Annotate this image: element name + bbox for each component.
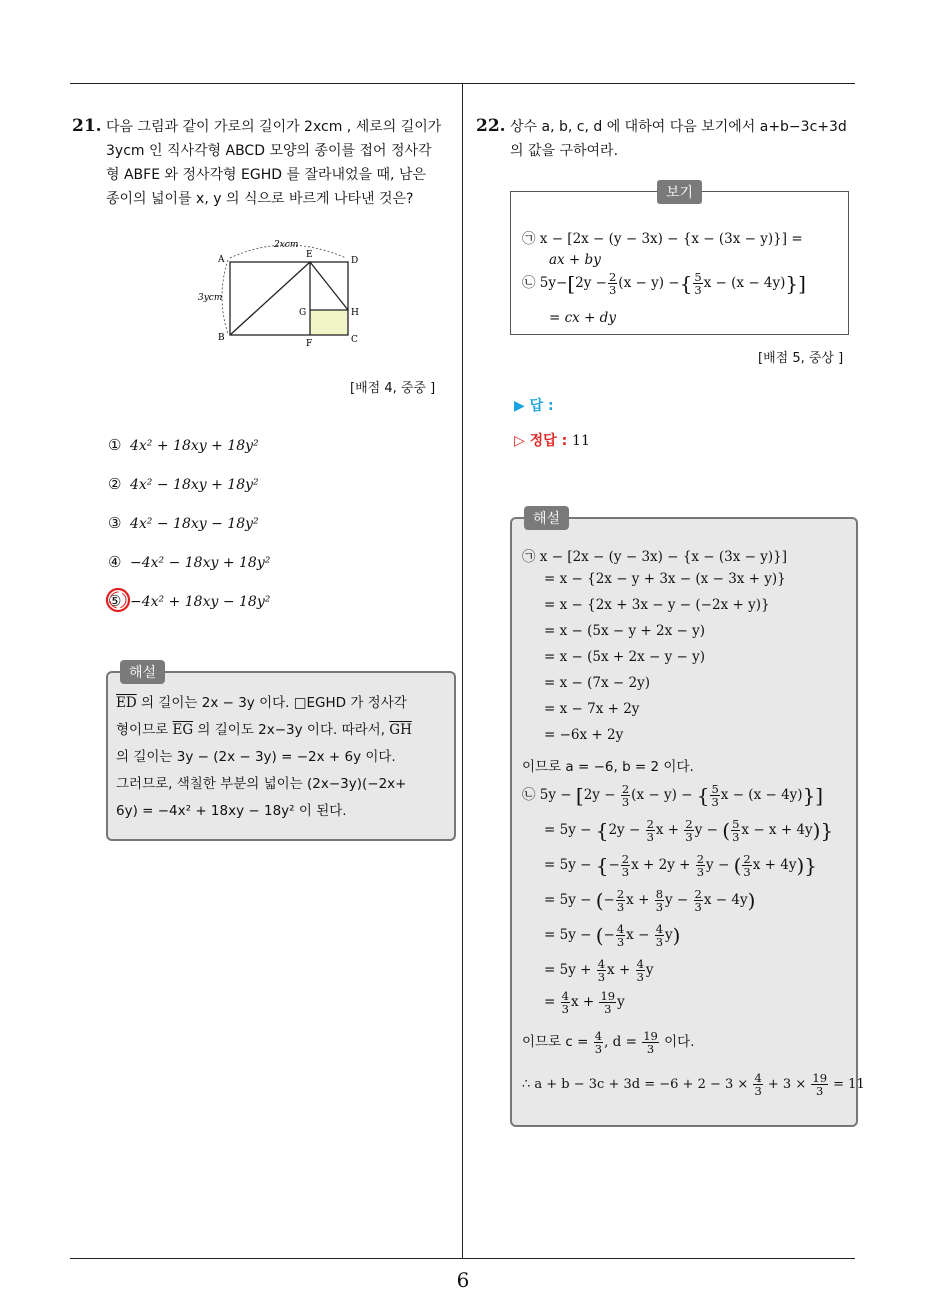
choice-1[interactable]: ① 4x² + 18xy + 18y² — [108, 436, 259, 454]
step2-2: = 5y − {− $\frac{2}{3}$ x + 2y + $\frac{2}{3}$ y − ( $\frac{2}{3}$ x + 4y)} — [544, 852, 817, 879]
bottom-rule — [70, 1258, 855, 1259]
step2-3: = 5y − (− $\frac{2}{3}$ x + $\frac{8}{3}$ y − $\frac{2}{3}$ x − 4y) — [544, 887, 756, 914]
bogi-line-1: ㉠ x − [2x − (y − 3x) − {x − (3x − y)}] = — [522, 231, 803, 247]
bogi-line-2: ax + by — [549, 252, 601, 268]
answer-circle-icon — [104, 586, 132, 614]
q22-number: 22. — [476, 116, 506, 136]
fig-top-label: 2xcm — [274, 240, 299, 250]
fig-point-b: B — [218, 333, 225, 343]
step1-2: = x − {2x + 3x − y − (−2x + y)} — [544, 597, 770, 613]
choice-2[interactable]: ② 4x² − 18xy + 18y² — [108, 475, 259, 493]
step2-4: = 5y − (− $\frac{4}{3}$ x − $\frac{4}{3}$ y) — [544, 922, 681, 949]
correct-answer: ▷ 정답 : 11 — [514, 433, 590, 449]
bogi-line-3: ㉡ 5y−[2y − $\frac{2}{3}$ (x − y) −{ $\frac{5}{3}$ x − (x − 4y)}] — [522, 270, 806, 297]
fig-point-g: G — [299, 308, 307, 318]
result-2: 이므로 c = $\frac{4}{3}$ , d = $\frac{19}{3}$ 이다. — [522, 1029, 695, 1056]
q21-explanation-tag: 해설 — [120, 660, 165, 684]
q21-figure — [196, 236, 366, 348]
result-1: 이므로 a = −6, b = 2 이다. — [522, 759, 694, 775]
fig-point-h: H — [351, 308, 359, 318]
bogi-line-4: = cx + dy — [549, 310, 616, 326]
step1-0: ㉠ x − [2x − (y − 3x) − {x − (3x − y)}] — [522, 549, 788, 565]
fig-point-a: A — [218, 255, 225, 265]
q21-explanation: $\overline{ED}$ 의 길이는 2x − 3y 이다. □EGHD 가 정사각 형이므로 $\overline{EG}$ 의 길이도 2x−3y 이다. 따라서, $\overline{GH}$ 의 길이는 3y − (2x − 3y) = −2x + 6y 이다. 그러므로, 색칠한 부분의 넓이는 (2x−3y)(−2x+ 6y) = −4x² + 18xy − 18y² 이 된다. — [116, 695, 412, 819]
choice-5[interactable]: ⑤ −4x² + 18xy − 18y² — [108, 592, 271, 610]
step1-1: = x − {2x − y + 3x − (x − 3x + y)} — [544, 571, 786, 587]
fig-point-c: C — [351, 335, 358, 345]
choice-3[interactable]: ③ 4x² − 18xy − 18y² — [108, 514, 259, 532]
q21-number: 21. — [72, 116, 102, 136]
q22-text: 상수 a, b, c, d 에 대하여 다음 보기에서 a+b−3c+3d 의 값을 구하여라. — [510, 119, 847, 159]
step2-5: = 5y + $\frac{4}{3}$ x + $\frac{4}{3}$ y — [544, 957, 654, 984]
q22-explanation-tag: 해설 — [524, 506, 569, 530]
choice-4[interactable]: ④ −4x² − 18xy + 18y² — [108, 553, 271, 571]
step2-0: ㉡ 5y − [2y − $\frac{2}{3}$ (x − y) − { $\frac{5}{3}$ x − (x − 4y)}] — [522, 782, 824, 809]
step1-4: = x − (5x + 2x − y − y) — [544, 649, 705, 665]
answer-label[interactable]: ▶ 답 : — [514, 398, 554, 414]
step1-7: = −6x + 2y — [544, 727, 624, 743]
column-divider — [462, 83, 463, 1258]
step1-3: = x − (5x − y + 2x − y) — [544, 623, 705, 639]
step2-1: = 5y − {2y − $\frac{2}{3}$ x + $\frac{2}{3}$ y − ( $\frac{5}{3}$ x − x + 4y)} — [544, 817, 834, 844]
bogi-tag: 보기 — [657, 180, 702, 204]
page-number: 6 — [456, 1268, 470, 1292]
fig-point-d: D — [351, 256, 359, 266]
q21-difficulty: [배점 4, 중중 ] — [350, 381, 436, 396]
step1-5: = x − (7x − 2y) — [544, 675, 650, 691]
q22-difficulty: [배점 5, 중상 ] — [758, 351, 844, 366]
step1-6: = x − 7x + 2y — [544, 701, 640, 717]
fig-point-e: E — [306, 250, 313, 260]
step2-6: = $\frac{4}{3}$ x + $\frac{19}{3}$ y — [544, 989, 625, 1016]
fig-point-f: F — [306, 339, 313, 348]
q21-text: 다음 그림과 같이 가로의 길이가 2xcm , 세로의 길이가 3ycm 인 직사각형 ABCD 모양의 종이를 접어 정사각 형 ABFE 와 정사각형 EGHD 를 잘라내었을 때, 남은 종이의 넓이를 x, y 의 식으로 바르게 나타낸 것은? — [106, 119, 442, 207]
fig-side-label: 3ycm — [198, 293, 223, 303]
final-answer: ∴ a + b − 3c + 3d = −6 + 2 − 3 × $\frac{4}{3}$ + 3 × $\frac{19}{3}$ = 11 — [522, 1071, 865, 1098]
